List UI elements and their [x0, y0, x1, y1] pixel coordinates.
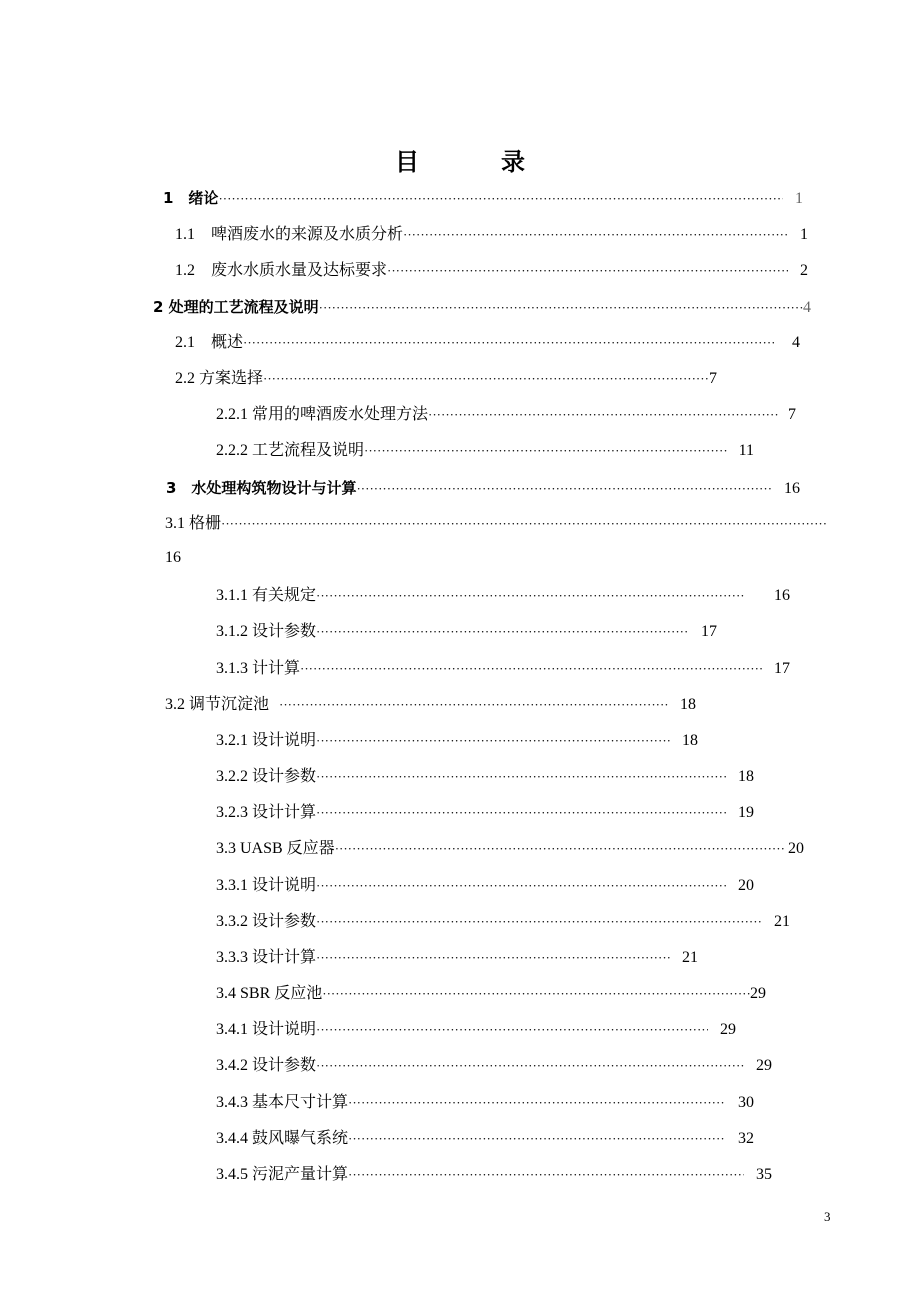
toc-leader-dots: [279, 694, 668, 716]
toc-leader-dots: [348, 1164, 744, 1186]
toc-entry[interactable]: [175, 368, 717, 390]
toc-entry-page: 20: [738, 877, 754, 894]
toc-entry-page: 1: [800, 226, 808, 243]
toc-entry-label: 3.3.2 设计参数: [216, 913, 317, 930]
toc-entry-label: 2.1 概述: [175, 334, 244, 351]
toc-entry[interactable]: [216, 404, 796, 426]
toc-entry-label: 3.4 SBR 反应池: [216, 985, 323, 1002]
toc-leader-dots: [428, 404, 778, 426]
toc-entry-page: 21: [682, 949, 698, 966]
toc-entry[interactable]: [216, 838, 804, 860]
toc-entry-label: 3.3 UASB 反应器: [216, 840, 335, 857]
toc-entry-label: 3.4.4 鼓风曝气系统: [216, 1130, 349, 1147]
toc-entry-page: 18: [680, 696, 696, 713]
toc-entry[interactable]: [216, 983, 766, 1005]
toc-leader-dots: [364, 440, 729, 462]
toc-leader-dots: [316, 621, 689, 643]
toc-title: [0, 142, 920, 177]
toc-entry-page: 29: [756, 1057, 772, 1074]
toc-leader-dots: [356, 478, 772, 500]
toc-leader-dots: [316, 1055, 744, 1077]
toc-leader-dots: [300, 658, 764, 680]
toc-entry[interactable]: [216, 911, 790, 933]
toc-entry-page: 1: [795, 190, 803, 207]
toc-entry-label: 3 水处理构筑物设计与计算: [166, 479, 357, 497]
toc-entry[interactable]: [166, 477, 800, 499]
toc-title-char-2: 录: [501, 148, 525, 176]
toc-entry-label: 3.1.3 计计算: [216, 660, 301, 677]
toc-entry-page: 11: [738, 442, 754, 459]
toc-leader-dots: [316, 911, 762, 933]
toc-entry-label: 3.3.1 设计说明: [216, 877, 317, 894]
toc-entry[interactable]: [216, 730, 698, 752]
toc-entry-label: 3.4.3 基本尺寸计算: [216, 1094, 349, 1111]
page-number: 3: [824, 1209, 831, 1224]
toc-entry-page: 32: [738, 1130, 754, 1147]
toc-leader-dots: [322, 983, 750, 1005]
toc-entry-label: 2.2 方案选择: [175, 370, 264, 387]
toc-leader-dots: [243, 332, 774, 354]
toc-entry-page: 35: [756, 1166, 772, 1183]
toc-leader-dots: [316, 1019, 708, 1041]
toc-entry-page: 20: [788, 840, 804, 857]
toc-entry[interactable]: [163, 187, 803, 209]
toc-entry-page: 18: [682, 732, 698, 749]
toc-leader-dots: [335, 838, 784, 860]
toc-entry-page: 2: [800, 262, 808, 279]
toc-entry-label: 3.4.1 设计说明: [216, 1021, 317, 1038]
toc-entry-label: 3.1 格栅: [165, 515, 222, 532]
toc-entry[interactable]: [216, 440, 754, 462]
toc-entry-page: 7: [709, 370, 717, 387]
toc-entry-page: 17: [774, 660, 790, 677]
toc-leader-dots: [221, 513, 827, 535]
toc-leader-dots: [387, 260, 788, 282]
toc-leader-dots: [316, 947, 670, 969]
toc-leader-dots: [348, 1128, 726, 1150]
toc-entry[interactable]: [216, 875, 754, 897]
toc-entry-page: 19: [738, 804, 754, 821]
toc-entry[interactable]: [216, 802, 754, 824]
toc-entry-page: 29: [750, 985, 766, 1002]
toc-leader-dots: [348, 1092, 726, 1114]
toc-entry-label: 3.2.3 设计计算: [216, 804, 317, 821]
toc-leader-dots: [319, 297, 803, 319]
toc-leader-dots: [316, 875, 726, 897]
toc-leader-dots: [316, 766, 726, 788]
toc-entry[interactable]: [216, 1055, 772, 1077]
toc-entry[interactable]: [216, 621, 717, 643]
toc-entry-page: 4: [792, 334, 800, 351]
toc-entry[interactable]: [175, 224, 808, 246]
toc-entry-label: 3.2.2 设计参数: [216, 768, 317, 785]
toc-entry[interactable]: [175, 332, 800, 354]
toc-leader-dots: [263, 368, 709, 390]
toc-entry[interactable]: [216, 1092, 754, 1114]
toc-entry-label: 3.2 调节沉淀池: [165, 696, 270, 713]
toc-entry[interactable]: [216, 1128, 754, 1150]
toc-entry-label: 3.2.1 设计说明: [216, 732, 317, 749]
toc-entry-label: 3.3.3 设计计算: [216, 949, 317, 966]
toc-entry[interactable]: [216, 658, 790, 680]
toc-entry-page: 18: [738, 768, 754, 785]
toc-entry-label: 2 处理的工艺流程及说明: [153, 298, 319, 316]
toc-entry[interactable]: [175, 260, 808, 282]
toc-leader-dots: [316, 802, 726, 824]
toc-entry-label: 3.4.5 污泥产量计算: [216, 1166, 349, 1183]
toc-entry-label: 3.4.2 设计参数: [216, 1057, 317, 1074]
toc-entry[interactable]: [216, 585, 790, 607]
toc-leader-dots: [316, 585, 746, 607]
toc-entry-label: 1 绪论: [163, 189, 219, 207]
toc-entry-page: 4: [803, 299, 811, 316]
toc-entry-page-wrapped: 16: [165, 549, 181, 566]
toc-leader-dots: [403, 224, 788, 246]
toc-entry-label: 3.1.1 有关规定: [216, 587, 317, 604]
toc-entry[interactable]: [153, 296, 811, 318]
toc-entry-page: 16: [774, 587, 790, 604]
toc-entry[interactable]: [165, 513, 827, 535]
toc-entry-page: 17: [701, 623, 717, 640]
toc-leader-dots: [218, 188, 783, 210]
toc-entry-label: 1.1 啤酒废水的来源及水质分析: [175, 226, 404, 243]
toc-entry[interactable]: [216, 947, 698, 969]
toc-entry[interactable]: [165, 694, 696, 716]
toc-entry-label: 2.2.2 工艺流程及说明: [216, 442, 365, 459]
toc-leader-dots: [316, 730, 670, 752]
toc-entry-page: 30: [738, 1094, 754, 1111]
toc-title-char-1: 目: [395, 148, 419, 176]
toc-entry-label: 1.2 废水水质水量及达标要求: [175, 262, 388, 279]
toc-entry-label: 3.1.2 设计参数: [216, 623, 317, 640]
toc-entry[interactable]: [216, 766, 754, 788]
toc-entry[interactable]: [216, 1019, 736, 1041]
toc-entry-page: 7: [788, 406, 796, 423]
toc-entry-label: 2.2.1 常用的啤酒废水处理方法: [216, 406, 429, 423]
toc-entry-page: 21: [774, 913, 790, 930]
toc-entry[interactable]: [216, 1164, 772, 1186]
toc-entry-page: 29: [720, 1021, 736, 1038]
toc-entry-page: 16: [784, 480, 800, 497]
